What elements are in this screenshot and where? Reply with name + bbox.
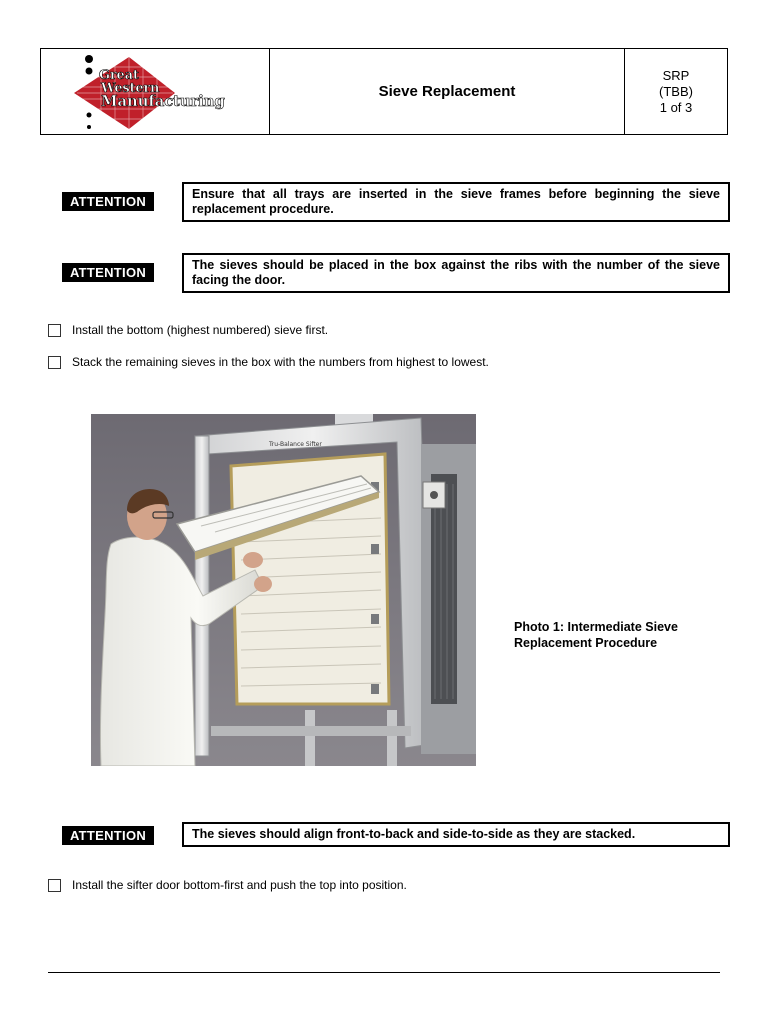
checklist-item: [48, 323, 328, 337]
company-logo: [41, 49, 270, 134]
step-text: Install the bottom (highest numbered) sieve first.: [72, 323, 329, 337]
footer-divider: [48, 972, 720, 973]
machine-label: Tru-Balance Sifter: [269, 441, 322, 448]
document-meta: [625, 49, 727, 134]
page-number: 1 of 3: [659, 99, 693, 115]
checkbox[interactable]: [48, 356, 61, 369]
doc-sub: (TBB): [659, 83, 693, 99]
step-text: Stack the remaining sieves in the box with the numbers from highest to lowest.: [72, 355, 489, 369]
logo-line-2: Western: [101, 81, 160, 96]
logo-line-3: Manufacturing: [101, 92, 225, 110]
checklist-item: [48, 878, 407, 892]
logo-line-1: Great: [99, 68, 139, 83]
photo-caption: [514, 619, 714, 651]
attention-label: ATTENTION: [62, 826, 154, 845]
checkbox[interactable]: [48, 879, 61, 892]
document-header: [40, 48, 728, 135]
attention-label: ATTENTION: [62, 192, 154, 211]
attention-label: ATTENTION: [62, 263, 154, 282]
checklist-item: [48, 355, 489, 369]
attention-note: The sieves should align front-to-back and side-to-side as they are stacked.: [182, 822, 730, 847]
doc-code: SRP: [662, 67, 690, 83]
attention-note: Ensure that all trays are inserted in the sieve frames before beginning the sieve replacement procedure.: [182, 182, 730, 222]
caption-line-1: Photo 1: Intermediate Sieve: [514, 620, 678, 634]
caption-line-2: Replacement Procedure: [514, 636, 658, 650]
sieve-replacement-photo: [91, 414, 476, 766]
page-title: Sieve Replacement: [270, 49, 625, 134]
step-text: Install the sifter door bottom-first and push the top into position.: [72, 878, 407, 892]
sifter-photo-illustration: [91, 414, 476, 766]
attention-note: The sieves should be placed in the box against the ribs with the number of the sieve facing the door.: [182, 253, 730, 293]
checkbox[interactable]: [48, 324, 61, 337]
